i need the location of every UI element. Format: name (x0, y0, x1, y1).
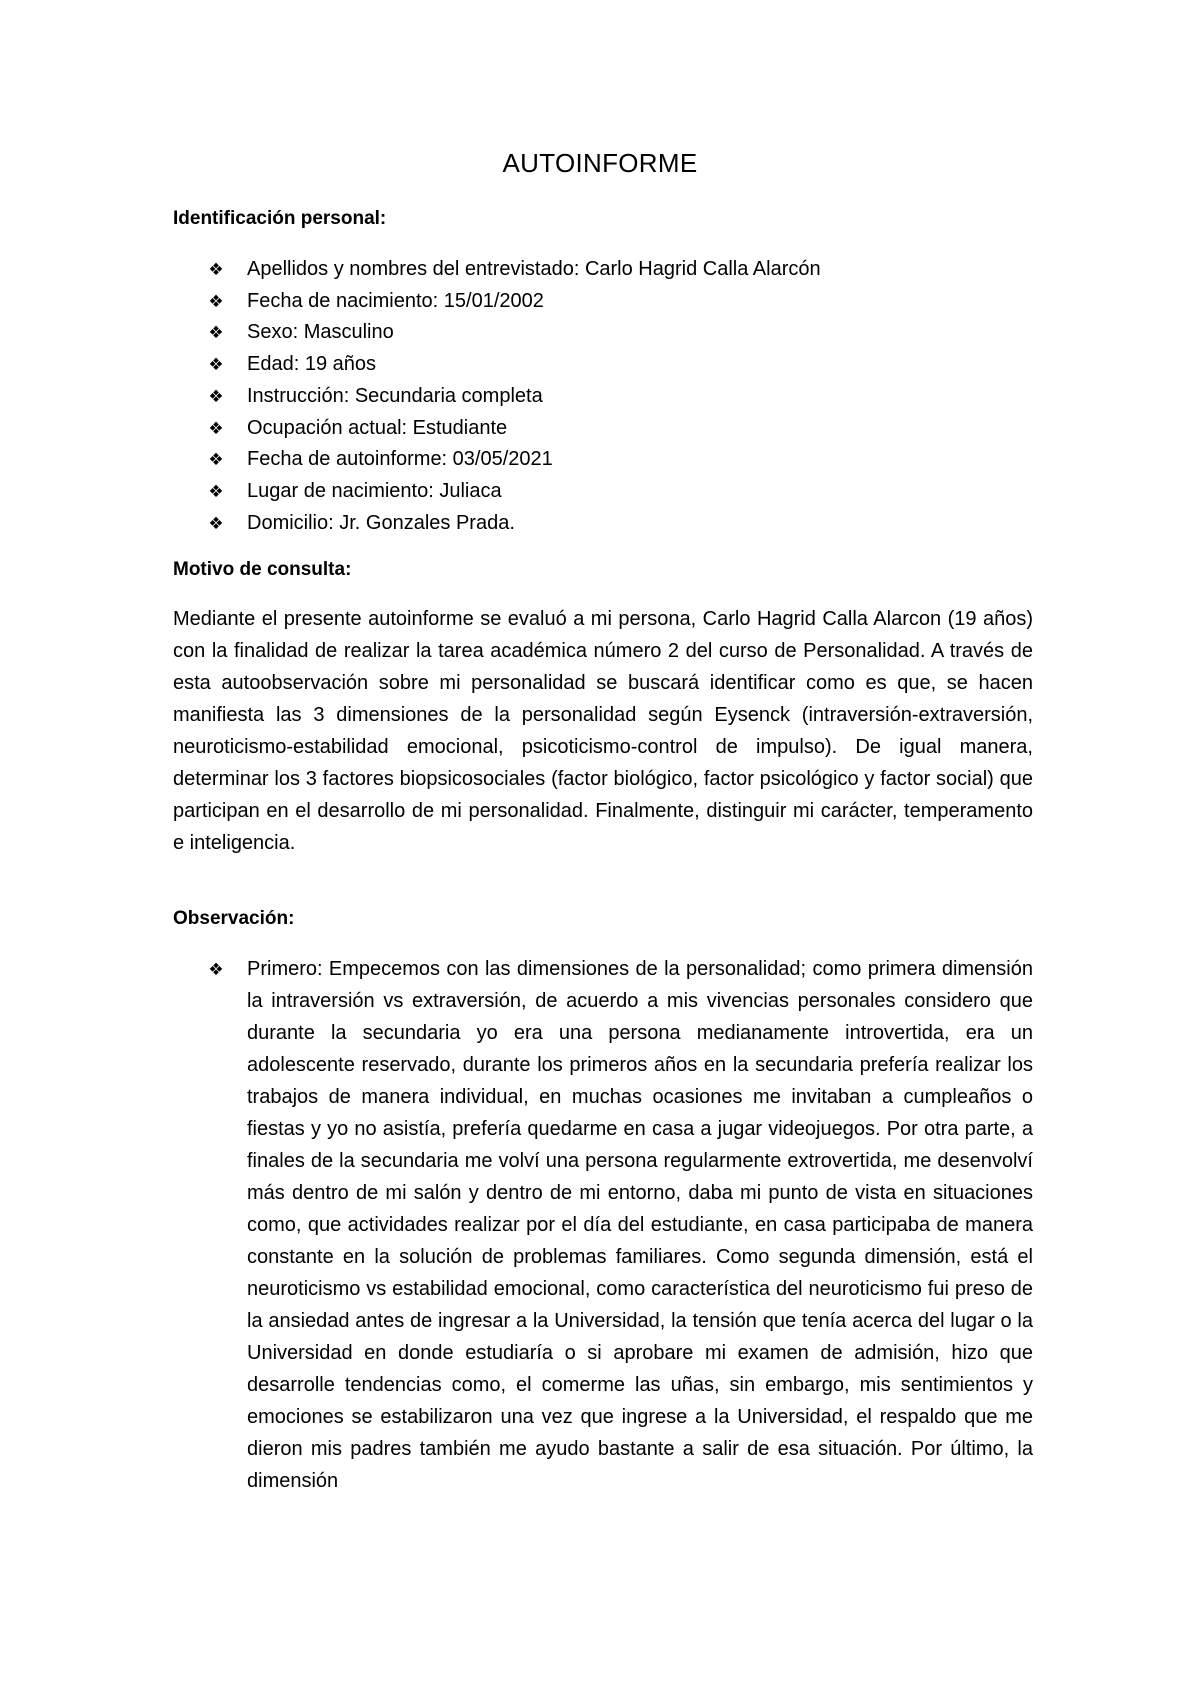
observation-paragraph: Primero: Empecemos con las dimensiones de la personalidad; como primera dimensión la intraversión vs extraversión, de acuerdo a mis vivencias personales considero que durante la secundaria yo era una persona medianamente introvertida, era un adolescente reservado, durante los primeros años en la secundaria prefería realizar los trabajos de manera individual, en muchas ocasiones me invitaban a cumpleaños o fiestas y yo no asistía, prefería quedarme en casa a jugar videojuegos. Por otra parte, a finales de la secundaria me volví una persona regularmente extrovertida, me desenvolví más dentro de mi salón y dentro de mi entorno, daba mi punto de vista en situaciones como, que actividades realizar por el día del estudiante, en casa participaba de manera constante en la solución de problemas familiares. Como segunda dimensión, está el neuroticismo vs estabilidad emocional, como característica del neuroticismo fui preso de la ansiedad antes de ingresar a la Universidad, la tensión que tenía acerca del lugar o la Universidad en donde estudiaría o si aprobare mi examen de admisión, hizo que desarrolle tendencias como, el comerme las uñas, sin embargo, mis sentimientos y emociones se estabilizaron una vez que ingrese a la Universidad, el respaldo que me dieron mis padres también me ayudo bastante a salir de esa situación. Por último, la dimensión (247, 958, 1033, 1492)
list-item (203, 317, 821, 349)
diamond-bullet-icon: ❖ (208, 323, 224, 343)
list-item (203, 508, 821, 540)
list-item-text: Domicilio: Jr. Gonzales Prada. (247, 511, 515, 534)
diamond-bullet-icon: ❖ (208, 386, 224, 406)
diamond-bullet-icon: ❖ (208, 513, 224, 533)
observation-list (203, 953, 1033, 1497)
identification-list (203, 254, 821, 539)
list-item (203, 254, 821, 286)
diamond-bullet-icon: ❖ (208, 418, 224, 438)
diamond-bullet-icon: ❖ (208, 960, 224, 979)
list-item-text: Ocupación actual: Estudiante (247, 416, 508, 439)
list-item-text: Edad: 19 años (247, 353, 376, 376)
diamond-bullet-icon: ❖ (208, 291, 224, 311)
diamond-bullet-icon: ❖ (208, 260, 224, 279)
list-item-text: Sexo: Masculino (247, 321, 394, 344)
list-item-text: Apellidos y nombres del entrevistado: Carlo Hagrid Calla Alarcón (247, 258, 821, 280)
document-title: AUTOINFORME (502, 148, 698, 178)
list-item-text: Instrucción: Secundaria completa (247, 384, 543, 407)
identification-heading: Identificación personal: (173, 208, 387, 229)
observation-heading: Observación: (173, 908, 295, 929)
list-item-text: Fecha de autoinforme: 03/05/2021 (247, 448, 553, 471)
list-item (203, 349, 821, 381)
consultation-heading: Motivo de consulta: (173, 559, 352, 580)
list-item-text: Lugar de nacimiento: Juliaca (247, 479, 502, 502)
list-item (203, 444, 821, 476)
diamond-bullet-icon: ❖ (208, 355, 224, 375)
list-item (203, 953, 1033, 1497)
list-item-text: Fecha de nacimiento: 15/01/2002 (247, 289, 544, 312)
list-item (203, 381, 821, 413)
diamond-bullet-icon: ❖ (208, 450, 224, 470)
consultation-paragraph: Mediante el presente autoinforme se evaluó a mi persona, Carlo Hagrid Calla Alarcon (19 años) con la finalidad de realizar la tarea académica número 2 del curso de Personalidad. A través de esta autoobservación sobre mi personalidad se buscará identificar como es que, se hacen manifiesta las 3 dimensiones de la personalidad según Eysenck (intraversión-extraversión, neuroticismo-estabilidad emocional, psicoticismo-control de impulso). De igual manera, determinar los 3 factores biopsicosociales (factor biológico, factor psicológico y factor social) que participan en el desarrollo de mi personalidad. Finalmente, distinguir mi carácter, temperamento e inteligencia. (173, 608, 1033, 854)
list-item (203, 286, 821, 318)
diamond-bullet-icon: ❖ (208, 481, 224, 501)
list-item (203, 476, 821, 508)
list-item (203, 413, 821, 445)
